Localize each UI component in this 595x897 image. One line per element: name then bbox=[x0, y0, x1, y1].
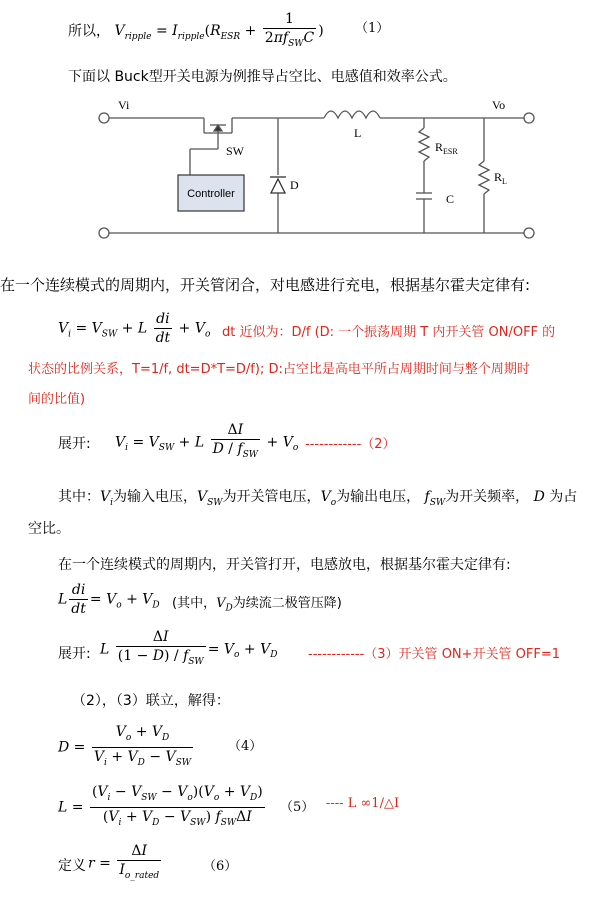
eq-label-6: （6） bbox=[203, 859, 238, 874]
resr-label: $R_{ESR}$ bbox=[435, 140, 458, 156]
intro-text: 下面以 Buck型开关电源为例推导占空比、电感值和效率公式。 bbox=[68, 69, 457, 85]
variable-definitions-wrap: 空比。 bbox=[28, 521, 70, 537]
equation-charge: $V_i = V_{SW} + L$ $\frac{di}{dt}$ + $V_o$ bbox=[58, 311, 211, 346]
expand-label-1: 展开: bbox=[58, 436, 91, 452]
joint-solve-text: （2），（3）联立，解得： bbox=[72, 693, 230, 709]
red-note-line-a: dt 近似为：D/f (D: 一个振荡周期 T 内开关管 ON/OFF 的 bbox=[222, 325, 556, 340]
equation-3: L $\frac{\Delta I}{(1 - D) / f_{SW}}$ = $V_o + V_D$ bbox=[100, 629, 278, 667]
equation-6: r = $\frac{\Delta I}{I_{o\_rated}}$ bbox=[88, 843, 160, 881]
diode-drop-note: (其中，$V_D$为续流二极管压降) bbox=[172, 596, 342, 614]
capacitor-label: C bbox=[446, 192, 455, 206]
eq-label-4: （4） bbox=[228, 739, 263, 754]
equation-3-label: ------------（3）开关管 ON+开关管 OFF=1 bbox=[308, 647, 561, 662]
vi-terminal bbox=[99, 113, 109, 123]
expand-label-2: 展开: bbox=[58, 646, 91, 662]
paragraph-switch-closed: 在一个连续模式的周期内，开关管闭合，对电感进行充电，根据基尔霍夫定律有: bbox=[0, 276, 531, 294]
controller-label: Controller bbox=[187, 188, 235, 200]
red-note-line-b: 状态的比例关系，T=1/f, dt=D*T=D/f); D:占空比是高电平所占周期时间与整个周期时 bbox=[28, 362, 530, 377]
eq-label-1: （1） bbox=[355, 21, 390, 36]
rl-label: $R_L$ bbox=[494, 170, 507, 186]
vo-label: Vo bbox=[492, 98, 506, 112]
vo-terminal bbox=[524, 113, 534, 123]
inductor-label: L bbox=[354, 126, 362, 140]
eq-label-5: （5） bbox=[280, 800, 315, 815]
buck-circuit-diagram bbox=[92, 93, 542, 243]
ripple-formula: 所以， $V_{ripple} = I_{ripple}(R_{ESR}$ + $\frac{1}{2\pi f_{SW}C}$ ) bbox=[68, 11, 324, 49]
paragraph-switch-open: 在一个连续模式的周期内，开关管打开，电感放电，根据基尔霍夫定律有: bbox=[58, 557, 511, 573]
variable-definitions: 其中：$V_i$为输入电压，$V_{SW}$为开关管电压，$V_o$为输出电压， $f_{SW}$为开关频率， D 为占 bbox=[58, 489, 578, 508]
equation-5: L = $\frac{(V_i - V_{SW} - V_o)(V_o + V_D)}{(V_i + V_D - V_{SW}) f_{SW}\Delta I}$ bbox=[58, 784, 263, 828]
red-note-line-c: 间的比值) bbox=[28, 392, 86, 407]
equation-2: $V_i = V_{SW} + L$ $\frac{\Delta I}{D / f_{SW}}$ + $V_o$ bbox=[115, 422, 299, 460]
ripple-prefix: 所以， bbox=[68, 23, 110, 40]
equation-discharge: L $\frac{di}{dt}$ = $V_o + V_D$ bbox=[58, 582, 160, 617]
equation-2-label: ------------（2） bbox=[305, 437, 396, 452]
diode-symbol bbox=[271, 179, 285, 193]
define-label: 定义 bbox=[58, 858, 86, 874]
eq-5-note: ---- L ∞1/△I bbox=[326, 796, 400, 811]
switch-label: SW bbox=[226, 144, 244, 158]
vi-label: Vi bbox=[118, 98, 130, 112]
diode-label: D bbox=[290, 178, 299, 192]
equation-4: D = $\frac{V_o + V_D}{V_i + V_D - V_{SW}}$ bbox=[58, 724, 192, 768]
